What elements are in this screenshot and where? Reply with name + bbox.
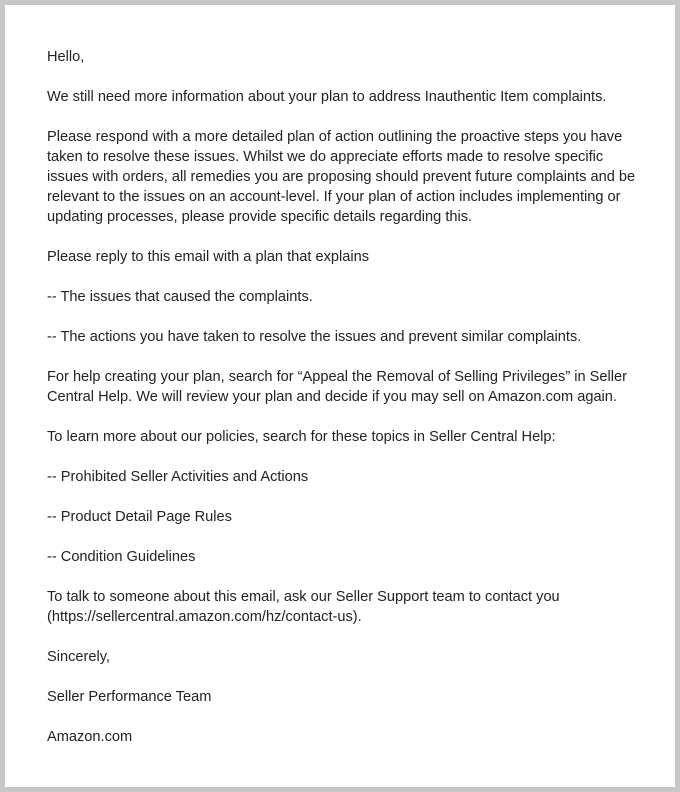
plan-point-issues: -- The issues that caused the complaints. <box>47 289 313 305</box>
signature-company: Amazon.com <box>47 729 133 745</box>
email-paragraph-contact: To talk to someone about this email, ask our Seller Support team to contact you (https://sellercentral.amazon.com/hz/contact-us). <box>47 589 560 625</box>
email-closing: Sincerely, <box>47 649 110 665</box>
email-paragraph-reply-instructions: Please reply to this email with a plan that explains <box>47 249 370 265</box>
policy-topic-detail-page: -- Product Detail Page Rules <box>47 509 232 525</box>
email-paragraph-request: Please respond with a more detailed plan of action outlining the proactive steps you have taken to resolve these issues. Whilst we do appreciate efforts made to resolve specific issues with orders, all remedies you are proposing should prevent future complaints and be relevant to the issues on an account-level. If your plan of action includes implementing or updating processes, please provide specific details regarding this. <box>47 129 636 225</box>
policy-topic-prohibited: -- Prohibited Seller Activities and Actions <box>47 469 309 485</box>
policy-topic-condition: -- Condition Guidelines <box>47 549 196 565</box>
email-paragraph-help: For help creating your plan, search for “Appeal the Removal of Selling Privileges” in Seller Central Help. We will review your plan and decide if you may sell on Amazon.com again. <box>47 369 627 405</box>
signature-team: Seller Performance Team <box>47 689 212 705</box>
email-body <box>47 47 647 767</box>
email-greeting: Hello, <box>47 49 85 65</box>
email-paragraph-intro: We still need more information about your plan to address Inauthentic Item complaints. <box>47 89 607 105</box>
plan-point-actions: -- The actions you have taken to resolve the issues and prevent similar complaints. <box>47 329 582 345</box>
email-paragraph-policies: To learn more about our policies, search for these topics in Seller Central Help: <box>47 429 556 445</box>
